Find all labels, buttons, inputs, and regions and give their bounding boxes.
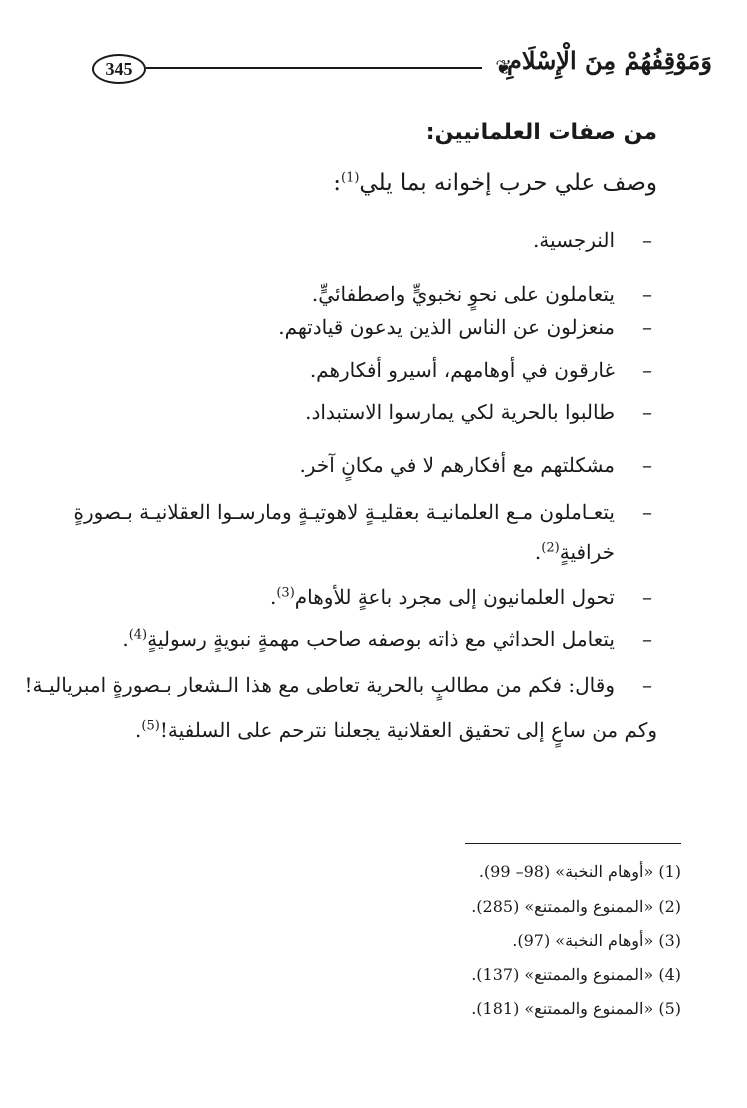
footnote-ref: (1)	[340, 170, 360, 186]
list-item: منعزلون عن الناس الذين يدعون قيادتهم.	[278, 315, 615, 339]
list-dash: –	[642, 400, 652, 424]
list-item: مشكلتهم مع أفكارهم لا في مكانٍ آخر.	[299, 453, 615, 477]
footnote-ref: (2)	[541, 540, 560, 556]
footnote-ref: (5)	[141, 718, 160, 734]
item-text: يتعامل الحداثي مع ذاته بوصفه صاحب مهمةٍ نبويةٍ رسوليةٍ	[147, 627, 615, 651]
closing-text: وكم من ساعٍ إلى تحقيق العقلانية يجعلنا نترحم على السلفية!	[159, 718, 657, 742]
intro-line	[333, 170, 657, 196]
list-dash: –	[642, 500, 652, 524]
list-item	[270, 585, 615, 609]
item-end: .	[122, 627, 129, 651]
list-item: وقال: فكم من مطالبٍ بالحرية تعاطى مع هذا الـشعار بـصورةٍ امبرياليـة!	[24, 673, 615, 697]
list-item: يتعاملون على نحوٍ نخبويٍّ واصطفائيٍّ.	[311, 282, 615, 306]
intro-text: وصف علي حرب إخوانه بما يلي	[359, 170, 657, 196]
footnote-ref: (4)	[128, 627, 148, 643]
continuation-text: خرافيةٍ	[559, 540, 615, 564]
page-header	[92, 46, 712, 96]
list-dash: –	[642, 627, 652, 651]
footnote-rule	[465, 843, 681, 844]
list-item: النرجسية.	[532, 228, 615, 252]
list-item: طالبوا بالحرية لكي يمارسوا الاستبداد.	[305, 400, 615, 424]
footnote: (1) «أوهام النخبة» (98– 99).	[478, 862, 681, 881]
continuation-end: .	[534, 540, 542, 564]
list-dash: –	[642, 358, 652, 382]
list-dash: –	[642, 453, 652, 477]
page-number-badge	[92, 54, 146, 84]
list-dash: –	[642, 585, 652, 609]
list-item-continuation	[535, 540, 615, 564]
footnote-ref: (3)	[276, 585, 295, 601]
closing-line	[135, 718, 657, 742]
list-dash: –	[642, 282, 652, 306]
page-number: 345	[105, 58, 133, 79]
section-heading: من صفات العلمانيين:	[425, 120, 657, 145]
list-dash: –	[642, 315, 652, 339]
list-item: يتعـاملون مـع العلمانيـة بعقليـةٍ لاهوتيـةٍ ومارسـوا العقلانيـة بـصورةٍ	[73, 500, 615, 524]
footnote: (4) «الممنوع والممتنع» (137).	[471, 965, 681, 984]
intro-end: :	[333, 170, 341, 196]
list-dash: –	[642, 673, 652, 697]
item-end: .	[269, 585, 277, 609]
list-item: غارقون في أوهامهم، أسيرو أفكارهم.	[309, 358, 615, 382]
running-title: وَمَوْقِفُهُمْ مِنَ الْإِسْلَامِ	[507, 46, 712, 75]
list-item	[122, 627, 615, 651]
ornament-icon: ❦	[495, 55, 512, 79]
footnote: (2) «الممنوع والممتنع» (285).	[471, 897, 681, 916]
item-text: تحول العلمانيون إلى مجرد باعةٍ للأوهام	[294, 585, 615, 609]
header-rule	[146, 67, 482, 69]
footnote: (5) «الممنوع والممتنع» (181).	[471, 999, 681, 1018]
footnote: (3) «أوهام النخبة» (97).	[512, 931, 681, 950]
list-dash: –	[642, 228, 652, 252]
closing-end: .	[135, 718, 142, 742]
